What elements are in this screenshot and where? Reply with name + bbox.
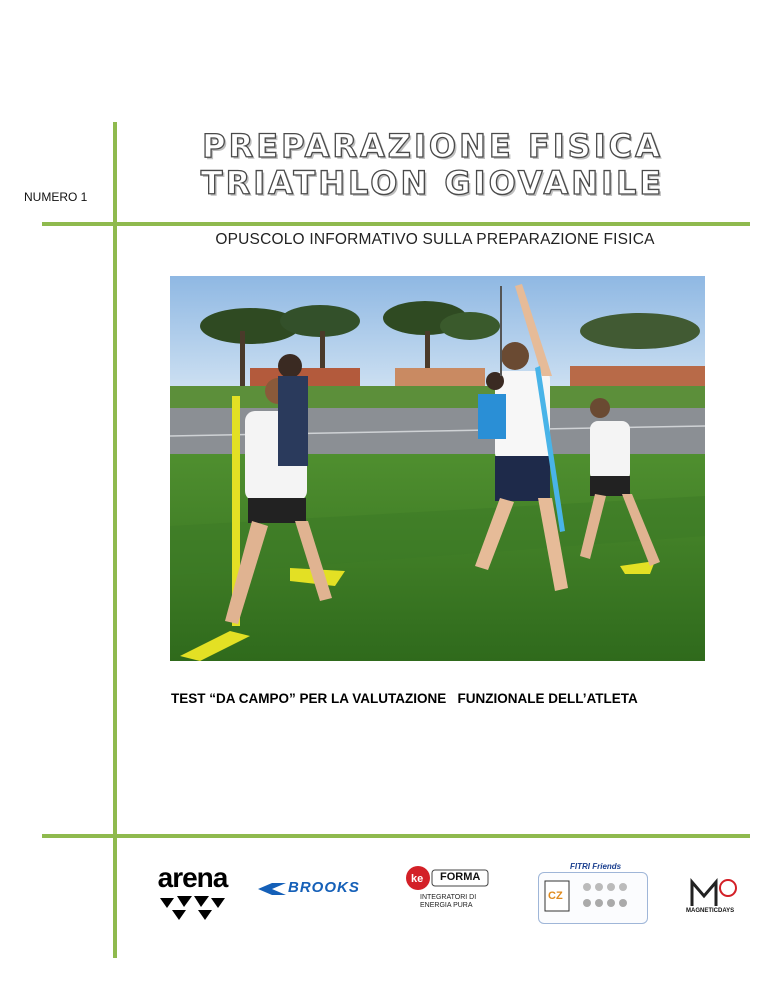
magneticdays-logo bbox=[686, 876, 742, 916]
magneticdays-mark-icon bbox=[686, 876, 742, 908]
keforma-tagline: INTEGRATORI DI ENERGIA PURA bbox=[420, 894, 477, 909]
svg-text:CZ: CZ bbox=[548, 890, 563, 902]
arena-wordmark: arena bbox=[157, 862, 228, 893]
header-rule bbox=[42, 222, 750, 226]
partner-logos-icon bbox=[539, 873, 645, 921]
test-title: TEST “DA CAMPO” PER LA VALUTAZIONE FUNZIONALE DELL’ATLETA bbox=[171, 691, 638, 706]
title-line-2: TRIATHLON GIOVANILE bbox=[200, 164, 665, 202]
title-line-1: PREPARAZIONE FISICA bbox=[202, 127, 663, 165]
arena-diamonds-icon bbox=[150, 892, 235, 922]
keforma-wordmark: FORMA bbox=[440, 871, 481, 883]
arena-logo bbox=[150, 864, 235, 924]
fitri-label: FITRI Friends bbox=[570, 862, 622, 871]
brooks-logo bbox=[258, 876, 383, 900]
svg-text:ke: ke bbox=[411, 873, 424, 885]
page-title bbox=[160, 128, 705, 202]
fitri-friends-logo bbox=[538, 862, 648, 924]
vertical-rule bbox=[113, 122, 117, 958]
keforma-logo bbox=[404, 864, 490, 924]
brooks-wordmark: BROOKS bbox=[288, 879, 360, 896]
fitri-partners-box bbox=[538, 872, 648, 924]
cover-photo bbox=[170, 276, 705, 661]
issue-label: NUMERO 1 bbox=[24, 190, 88, 204]
magneticdays-wordmark: MAGNETICDAYS bbox=[686, 908, 735, 914]
footer-rule bbox=[42, 834, 750, 838]
brooks-chevron-icon bbox=[258, 881, 288, 897]
subtitle: OPUSCOLO INFORMATIVO SULLA PREPARAZIONE FISICA bbox=[215, 231, 655, 248]
